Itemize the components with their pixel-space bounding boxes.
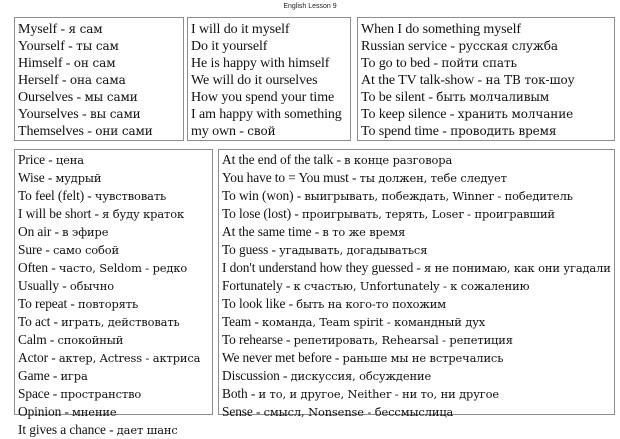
vocab-line: Ourselves - мы сами <box>18 90 138 105</box>
vocab-line: How you spend your time <box>191 90 335 105</box>
vocab-line: To spend time - проводить время <box>361 124 557 139</box>
vocab-line: Game - игра <box>18 368 88 383</box>
vocab-line: Discussion - дискуссия, обсуждение <box>222 368 432 383</box>
page-title: English Lesson 9 <box>283 3 337 10</box>
vocab-line: Calm - спокойный <box>18 332 124 347</box>
vocab-line: To guess - угадывать, догадываться <box>222 242 428 257</box>
vocab-line: To keep silence - хранить молчание <box>361 107 574 122</box>
vocab-line: Team - команда, Team spirit - командный дух <box>222 314 486 329</box>
vocab-line: Wise - мудрый <box>18 170 102 185</box>
reflexive-pronouns-box <box>14 17 184 141</box>
vocab-line: On air - в эфире <box>18 224 109 239</box>
vocab-line: I will do it myself <box>191 22 290 37</box>
vocab-line: We will do it ourselves <box>191 73 318 88</box>
vocab-line: It gives a chance - дает шанс <box>18 422 178 437</box>
vocab-line: Sense - смысл, Nonsense - бессмыслица <box>222 404 454 419</box>
vocab-line: Price - цена <box>18 152 84 167</box>
vocabulary-box <box>14 149 213 437</box>
vocab-line: my own - свой <box>191 124 276 139</box>
vocab-line: To act - играть, действовать <box>18 314 180 329</box>
vocab-line: I am happy with something <box>191 107 342 122</box>
vocab-line: He is happy with himself <box>191 56 330 71</box>
phrases-box <box>357 17 615 141</box>
vocab-line: Often - часто, Seldom - редко <box>18 260 188 275</box>
vocab-line: Do it yourself <box>191 39 268 54</box>
vocab-line: To win (won) - выигрывать, побеждать, Winner - победитель <box>222 188 573 203</box>
vocab-line: Space - пространство <box>18 386 142 401</box>
vocab-line: Herself - она сама <box>18 73 126 88</box>
vocab-line: Fortunately - к счастью, Unfortunately - к сожалению <box>222 278 530 293</box>
vocab-line: Opinion - мнение <box>18 404 117 419</box>
vocab-line: To look like - быть на кого-то похожим <box>222 296 447 311</box>
example-sentences-box <box>187 17 351 141</box>
vocab-line: To be silent - быть молчаливым <box>361 90 550 105</box>
expressions-box <box>218 149 615 419</box>
vocab-line: I don't understand how they guessed - я не понимаю, как они угадали <box>222 260 611 275</box>
vocab-line: To feel (felt) - чувствовать <box>18 188 167 203</box>
vocab-line: Himself - он сам <box>18 56 116 71</box>
vocab-line: Themselves - они сами <box>18 124 153 139</box>
vocab-line: When I do something myself <box>361 22 521 37</box>
vocab-line: To rehearse - репетировать, Rehearsal - репетиция <box>222 332 513 347</box>
vocab-line: To repeat - повторять <box>18 296 139 311</box>
vocab-line: At the end of the talk - в конце разговора <box>222 152 453 167</box>
vocab-line: Both - и то, и другое, Neither - ни то, ни другое <box>222 386 500 401</box>
vocab-line: Yourselves - вы сами <box>18 107 141 122</box>
vocab-line: Usually - обычно <box>18 278 114 293</box>
vocab-line: At the same time - в то же время <box>222 224 406 239</box>
vocab-line: I will be short - я буду краток <box>18 206 184 221</box>
vocab-line: Actor - актер, Actress - актриса <box>18 350 201 365</box>
vocab-line: To lose (lost) - проигрывать, терять, Loser - проигравший <box>222 206 555 221</box>
vocab-line: Sure - само собой <box>18 242 120 257</box>
vocab-line: We never met before - раньше мы не встречались <box>222 350 504 365</box>
vocab-line: To go to bed - пойти спать <box>361 56 517 71</box>
vocab-line: Yourself - ты сам <box>18 39 119 54</box>
vocab-line: Russian service - русская служба <box>361 39 558 54</box>
vocab-line: You have to = You must - ты должен, тебе следует <box>222 170 507 185</box>
vocab-line: Myself - я сам <box>18 22 103 37</box>
vocab-line: At the TV talk-show - на ТВ ток-шоу <box>361 73 575 88</box>
